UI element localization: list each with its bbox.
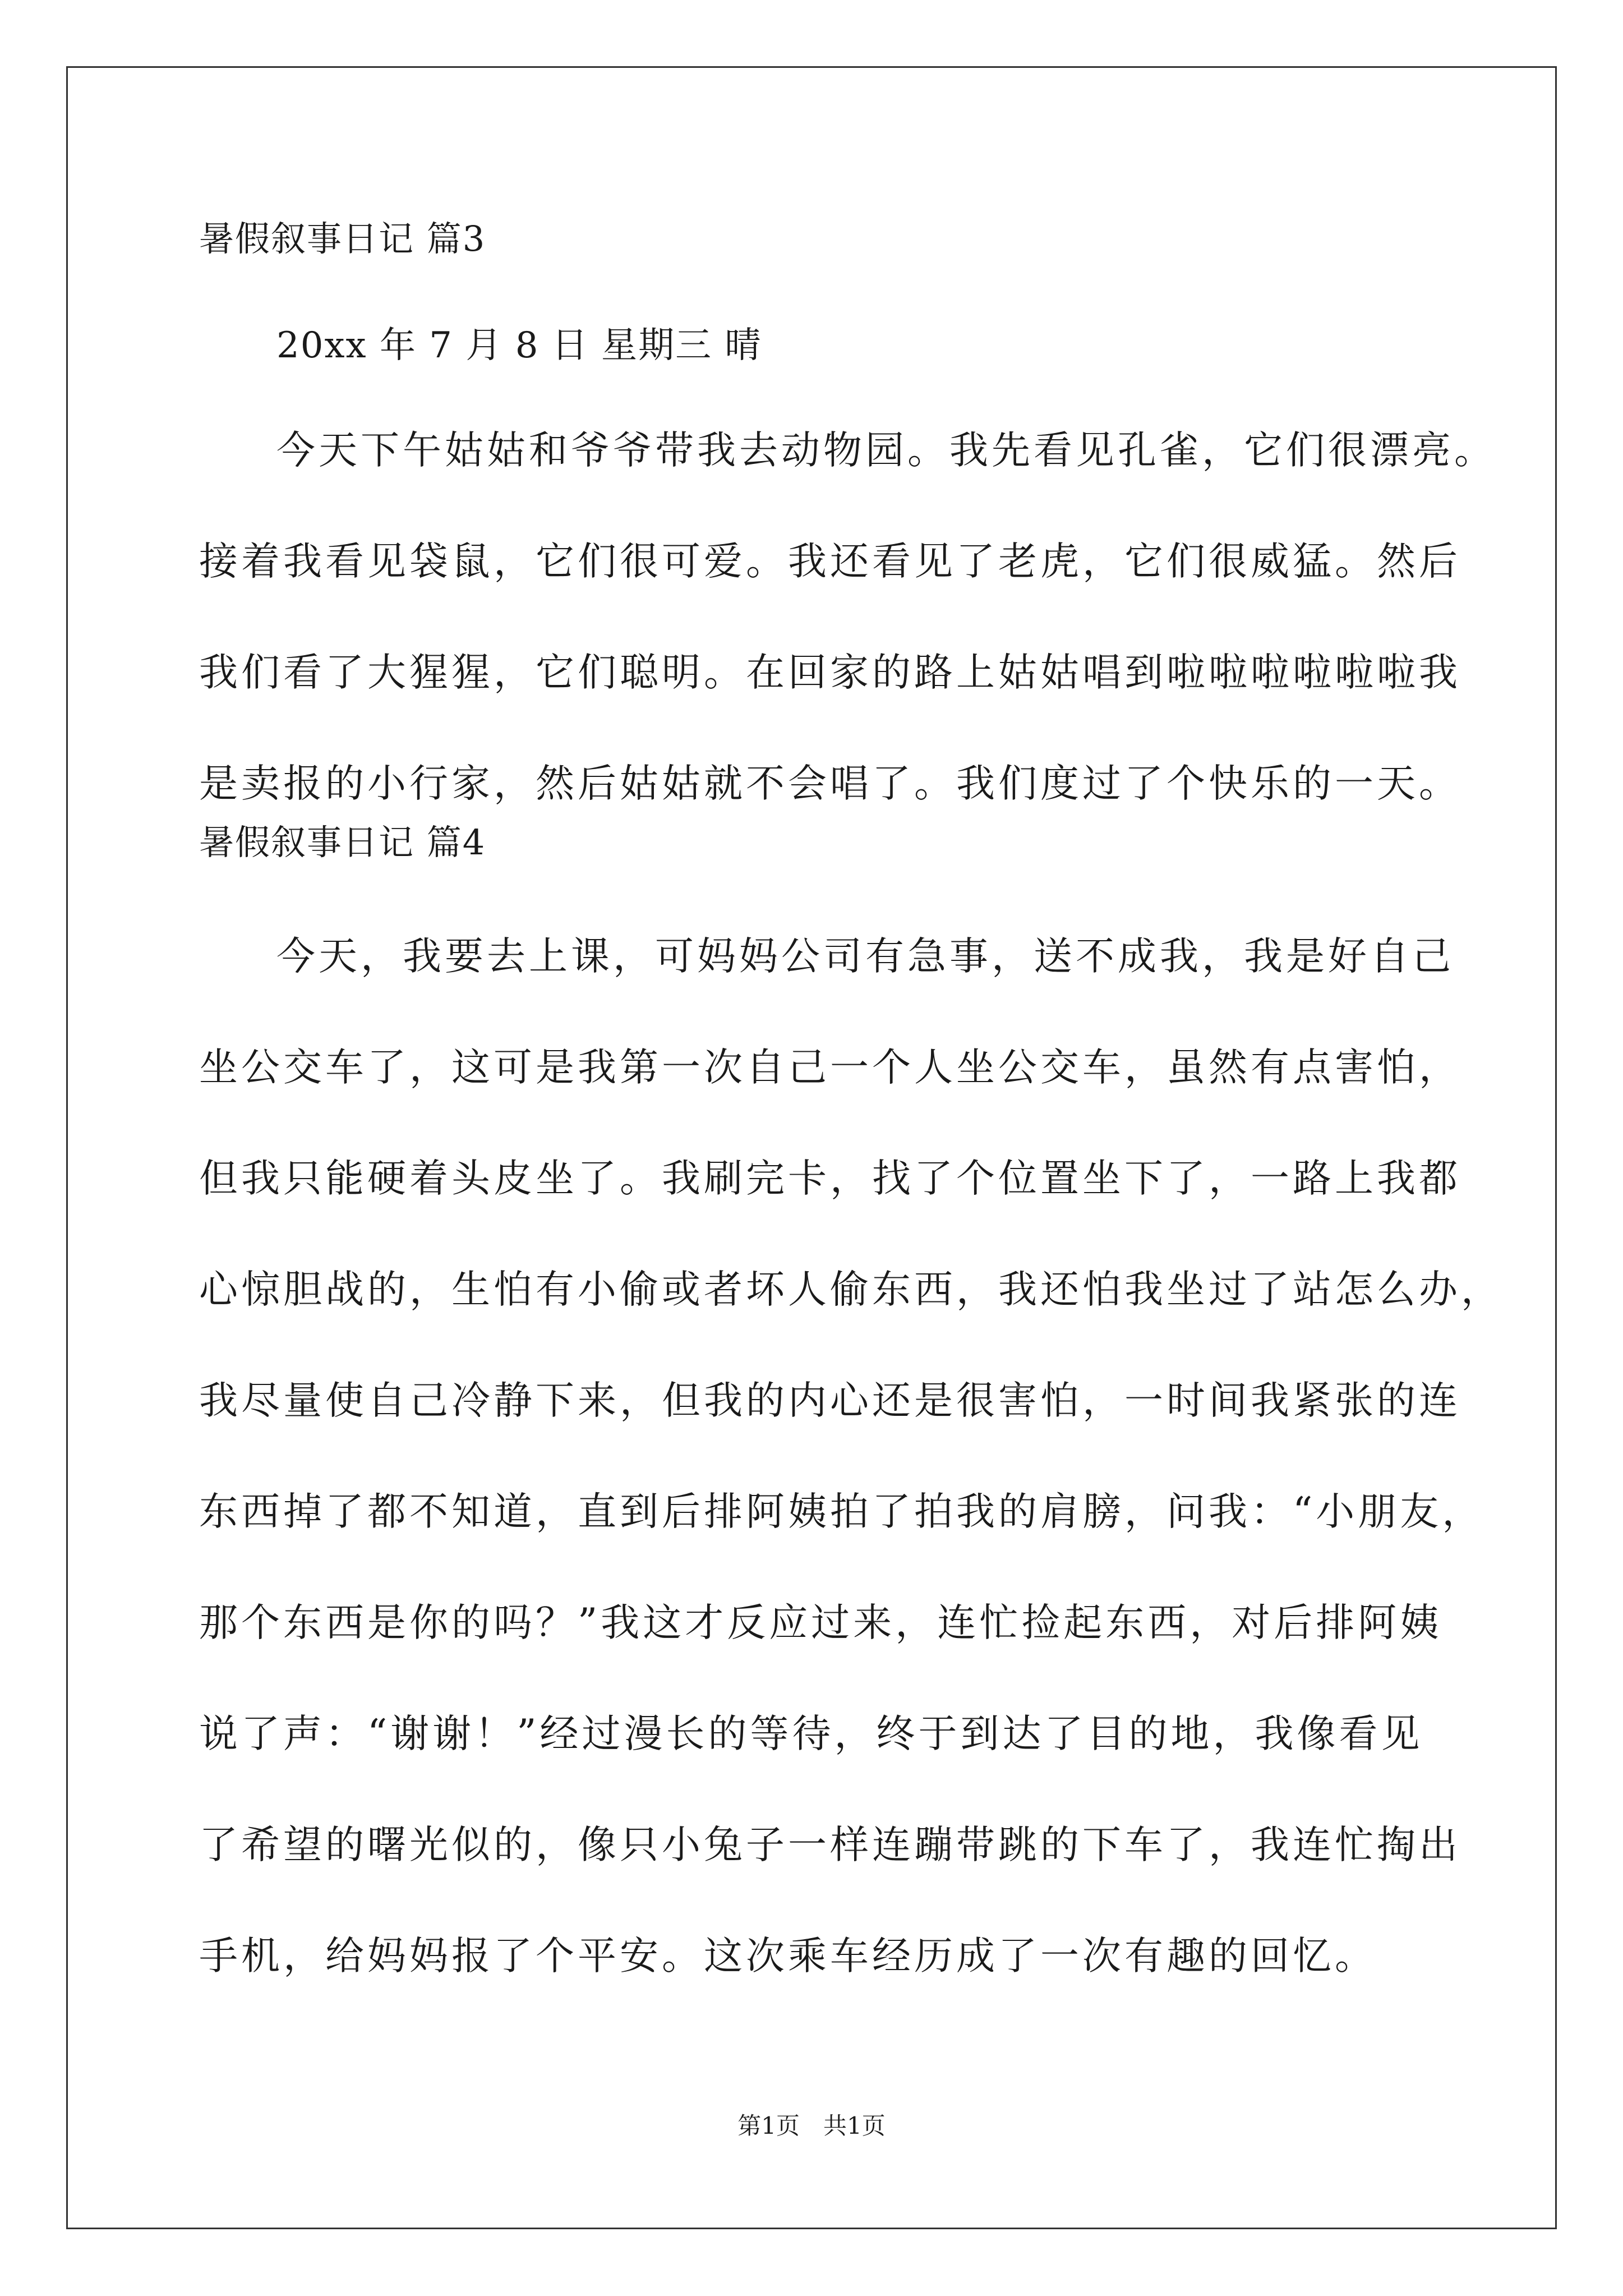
paragraph-line: 心惊胆战的，生怕有小偷或者坏人偷东西，我还怕我坐过了站怎么办， xyxy=(199,1267,1503,1312)
paragraph-line: 今天下午姑姑和爷爷带我去动物园。我先看见孔雀，它们很漂亮。 xyxy=(276,428,1496,473)
page-number-footer: 第1页 共1页 xyxy=(737,2112,886,2139)
paragraph-line: 是卖报的小行家，然后姑姑就不会唱了。我们度过了个快乐的一天。 xyxy=(199,761,1461,806)
paragraph-line: 但我只能硬着头皮坐了。我刷完卡，找了个位置坐下了，一路上我都 xyxy=(199,1156,1461,1201)
paragraph-line: 今天，我要去上课，可妈妈公司有急事，送不成我，我是好自己 xyxy=(276,934,1454,979)
diary-paragraph-1 xyxy=(199,395,1496,839)
paragraph-line: 我们看了大猩猩，它们聪明。在回家的路上姑姑唱到啦啦啦啦啦啦我 xyxy=(199,650,1461,695)
section-heading-3: 暑假叙事日记 篇3 xyxy=(199,218,486,259)
paragraph-line: 我尽量使自己冷静下来，但我的内心还是很害怕，一时间我紧张的连 xyxy=(199,1378,1461,1423)
paragraph-line: 了希望的曙光似的，像只小兔子一样连蹦带跳的下车了，我连忙掏出 xyxy=(199,1823,1461,1867)
paragraph-line: 手机，给妈妈报了个平安。这次乘车经历成了一次有趣的回忆。 xyxy=(199,1934,1377,1978)
paragraph-line: 坐公交车了，这可是我第一次自己一个人坐公交车，虽然有点害怕， xyxy=(199,1045,1461,1090)
diary-date: 20xx 年 7 月 8 日 星期三 晴 xyxy=(276,325,762,366)
diary-paragraph-2 xyxy=(199,901,1503,2012)
paragraph-line: 接着我看见袋鼠，它们很可爱。我还看见了老虎，它们很威猛。然后 xyxy=(199,539,1461,584)
paragraph-line: 说了声：“谢谢！”经过漫长的等待，终于到达了目的地，我像看见 xyxy=(199,1711,1423,1756)
section-heading-4: 暑假叙事日记 篇4 xyxy=(199,822,486,863)
document-body xyxy=(199,213,1503,2012)
paragraph-line: 东西掉了都不知道，直到后排阿姨拍了拍我的肩膀，问我：“小朋友， xyxy=(199,1489,1484,1534)
paragraph-line: 那个东西是你的吗？”我这才反应过来，连忙捡起东西，对后排阿姨 xyxy=(199,1600,1442,1645)
